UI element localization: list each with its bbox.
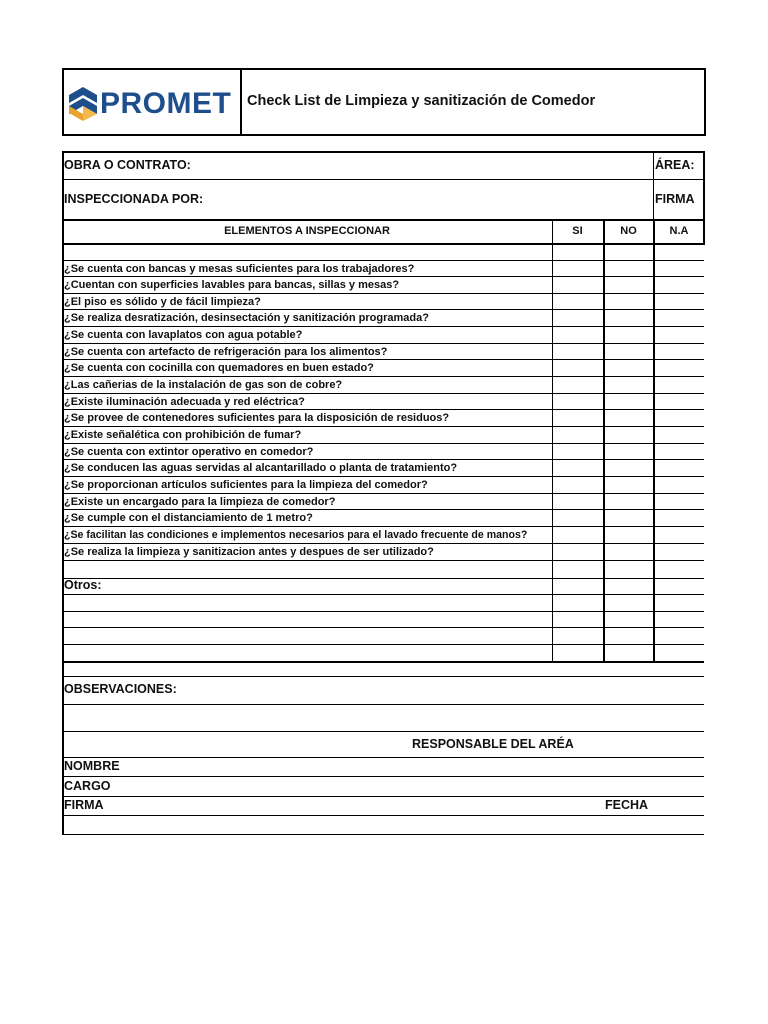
checklist-item: ¿El piso es sólido y de fácil limpieza? <box>64 296 261 308</box>
checklist-item: ¿Se cuenta con lavaplatos con agua potable? <box>64 329 303 341</box>
observaciones-line <box>62 704 704 705</box>
checklist-item: ¿Las cañerias de la instalación de gas son de cobre? <box>64 379 343 391</box>
checklist-item: ¿Se provee de contenedores suficientes para la disposición de residuos? <box>64 412 450 424</box>
row-line <box>62 627 704 628</box>
checklist-item: ¿Existe iluminación adecuada y red eléctrica? <box>64 396 305 408</box>
checklist-item: ¿Se conducen las aguas servidas al alcantarillado o planta de tratamiento? <box>64 462 458 474</box>
row-line <box>62 594 704 595</box>
nombre-label: NOMBRE <box>64 759 120 773</box>
row-line <box>62 578 704 579</box>
col-header-na: N.A <box>669 225 689 237</box>
col-divider-no <box>603 219 605 662</box>
row-line <box>62 560 704 561</box>
checklist-item: ¿Existe señalética con prohibición de fumar? <box>64 429 302 441</box>
footer-bottom <box>62 834 704 835</box>
logo-text: PROMET <box>100 87 232 120</box>
otros-label: Otros: <box>64 578 102 592</box>
page-title: Check List de Limpieza y sanitización de Comedor <box>247 93 596 109</box>
fecha-label: FECHA <box>605 798 649 812</box>
observaciones-top <box>62 676 704 677</box>
responsable-label: RESPONSABLE DEL ARÉA <box>412 737 574 751</box>
table-bottom <box>62 661 704 663</box>
col-divider-si <box>552 219 553 662</box>
checklist-item: ¿Se cuenta con cocinilla con quemadores en buen estado? <box>64 362 374 374</box>
responsable-top <box>62 731 704 732</box>
cargo-label: CARGO <box>64 779 111 793</box>
col-header-no: NO <box>620 225 637 237</box>
checklist-item: ¿Existe un encargado para la limpieza de comedor? <box>64 496 336 508</box>
obra-label: OBRA O CONTRATO: <box>64 158 191 172</box>
checklist-item: ¿Se realiza la limpieza y sanitizacion antes y despues de ser utilizado? <box>64 546 434 558</box>
checklist-item: ¿Cuentan con superficies lavables para bancas, sillas y mesas? <box>64 279 400 291</box>
inspeccionada-label: INSPECCIONADA POR: <box>64 192 204 206</box>
area-label: ÁREA: <box>655 158 695 172</box>
checklist-item: ¿Se facilitan las condiciones e implementos necesarios para el lavado frecuente de manos? <box>64 529 528 541</box>
table-header-bottom <box>62 243 704 245</box>
checklist-item: ¿Se cuenta con artefacto de refrigeración para los alimentos? <box>64 346 388 358</box>
row-line <box>62 611 704 612</box>
responsable-bottom <box>62 757 704 758</box>
footer-firma-label: FIRMA <box>64 798 104 812</box>
checklist-item: ¿Se cumple con el distanciamiento de 1 metro? <box>64 512 313 524</box>
row-line <box>62 644 704 645</box>
checklist-item: ¿Se cuenta con bancas y mesas suficientes para los trabajadores? <box>64 263 415 275</box>
firma-label: FIRMA <box>655 192 695 206</box>
col-divider-na <box>653 219 655 662</box>
nombre-line <box>62 776 704 777</box>
checklist-item: ¿Se proporcionan artículos suficientes para la limpieza del comedor? <box>64 479 428 491</box>
col-header-elementos: ELEMENTOS A INSPECCIONAR <box>224 225 390 237</box>
observaciones-label: OBSERVACIONES: <box>64 682 177 696</box>
col-header-si: SI <box>572 225 583 237</box>
firma-line <box>62 815 704 816</box>
checklist-item: ¿Se realiza desratización, desinsectación y sanitización programada? <box>64 312 429 324</box>
checklist-item: ¿Se cuenta con extintor operativo en comedor? <box>64 446 314 458</box>
